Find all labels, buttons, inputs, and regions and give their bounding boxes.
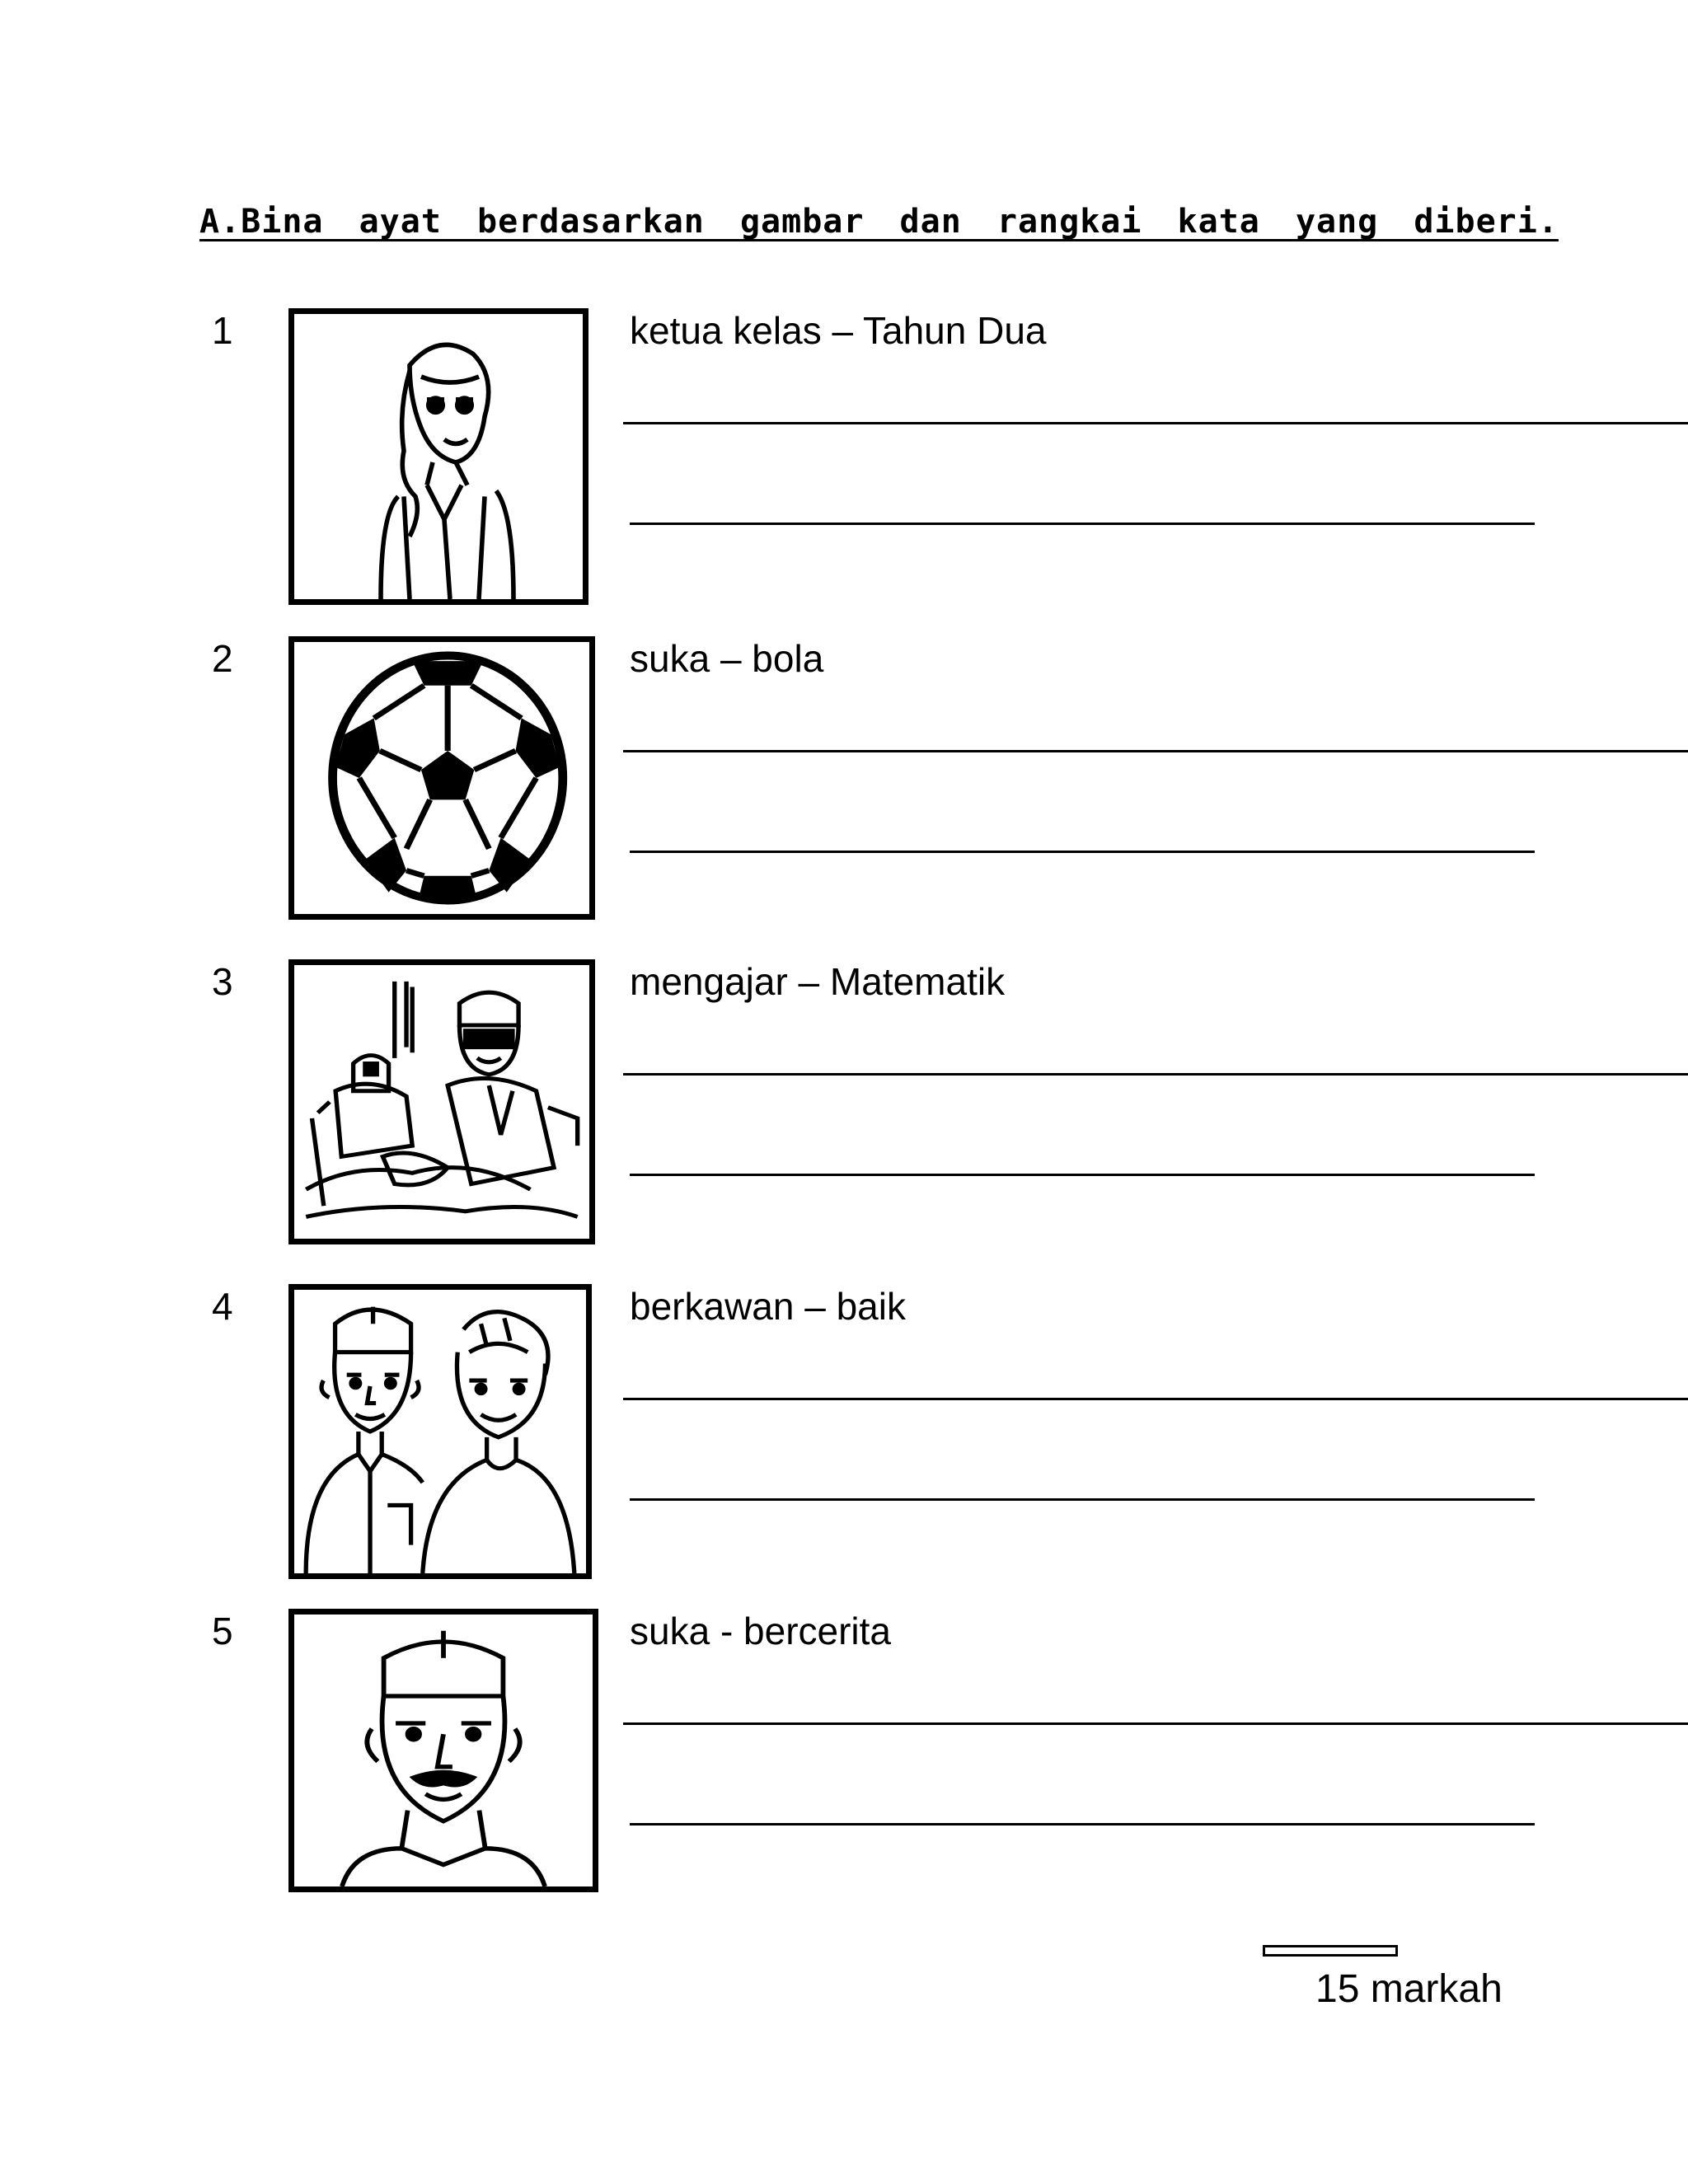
total-marks: 15 markah (1315, 1967, 1503, 2011)
question-number: 5 (212, 1610, 233, 1652)
marks-score-box[interactable] (1263, 1945, 1398, 1957)
answer-line-1[interactable] (623, 1073, 1688, 1076)
answer-line-1[interactable] (623, 1722, 1688, 1725)
answer-line-1[interactable] (623, 750, 1688, 752)
answer-line-2[interactable] (630, 851, 1535, 853)
answer-line-2[interactable] (630, 523, 1535, 525)
schoolgirl-picture (288, 308, 588, 605)
answer-line-1[interactable] (623, 1398, 1688, 1400)
question-number: 4 (212, 1285, 233, 1328)
prompt-text: suka - bercerita (630, 1610, 892, 1652)
answer-line-2[interactable] (630, 1823, 1535, 1825)
prompt-text: berkawan – baik (630, 1285, 906, 1328)
prompt-text: suka – bola (630, 637, 824, 680)
prompt-text: mengajar – Matematik (630, 960, 1006, 1003)
two-friends-picture (288, 1284, 592, 1579)
answer-line-1[interactable] (623, 422, 1688, 424)
football-picture (288, 636, 595, 920)
instruction-title: A.Bina ayat berdasarkan gambar dan rangkai kata yang diberi. (199, 203, 1559, 241)
teacher-teaching-picture (288, 959, 595, 1244)
answer-line-2[interactable] (630, 1174, 1535, 1176)
answer-line-2[interactable] (630, 1498, 1535, 1501)
prompt-text: ketua kelas – Tahun Dua (630, 309, 1047, 352)
question-number: 3 (212, 960, 233, 1003)
question-number: 2 (212, 637, 233, 680)
question-number: 1 (212, 309, 233, 352)
man-with-songkok-picture (288, 1609, 598, 1892)
